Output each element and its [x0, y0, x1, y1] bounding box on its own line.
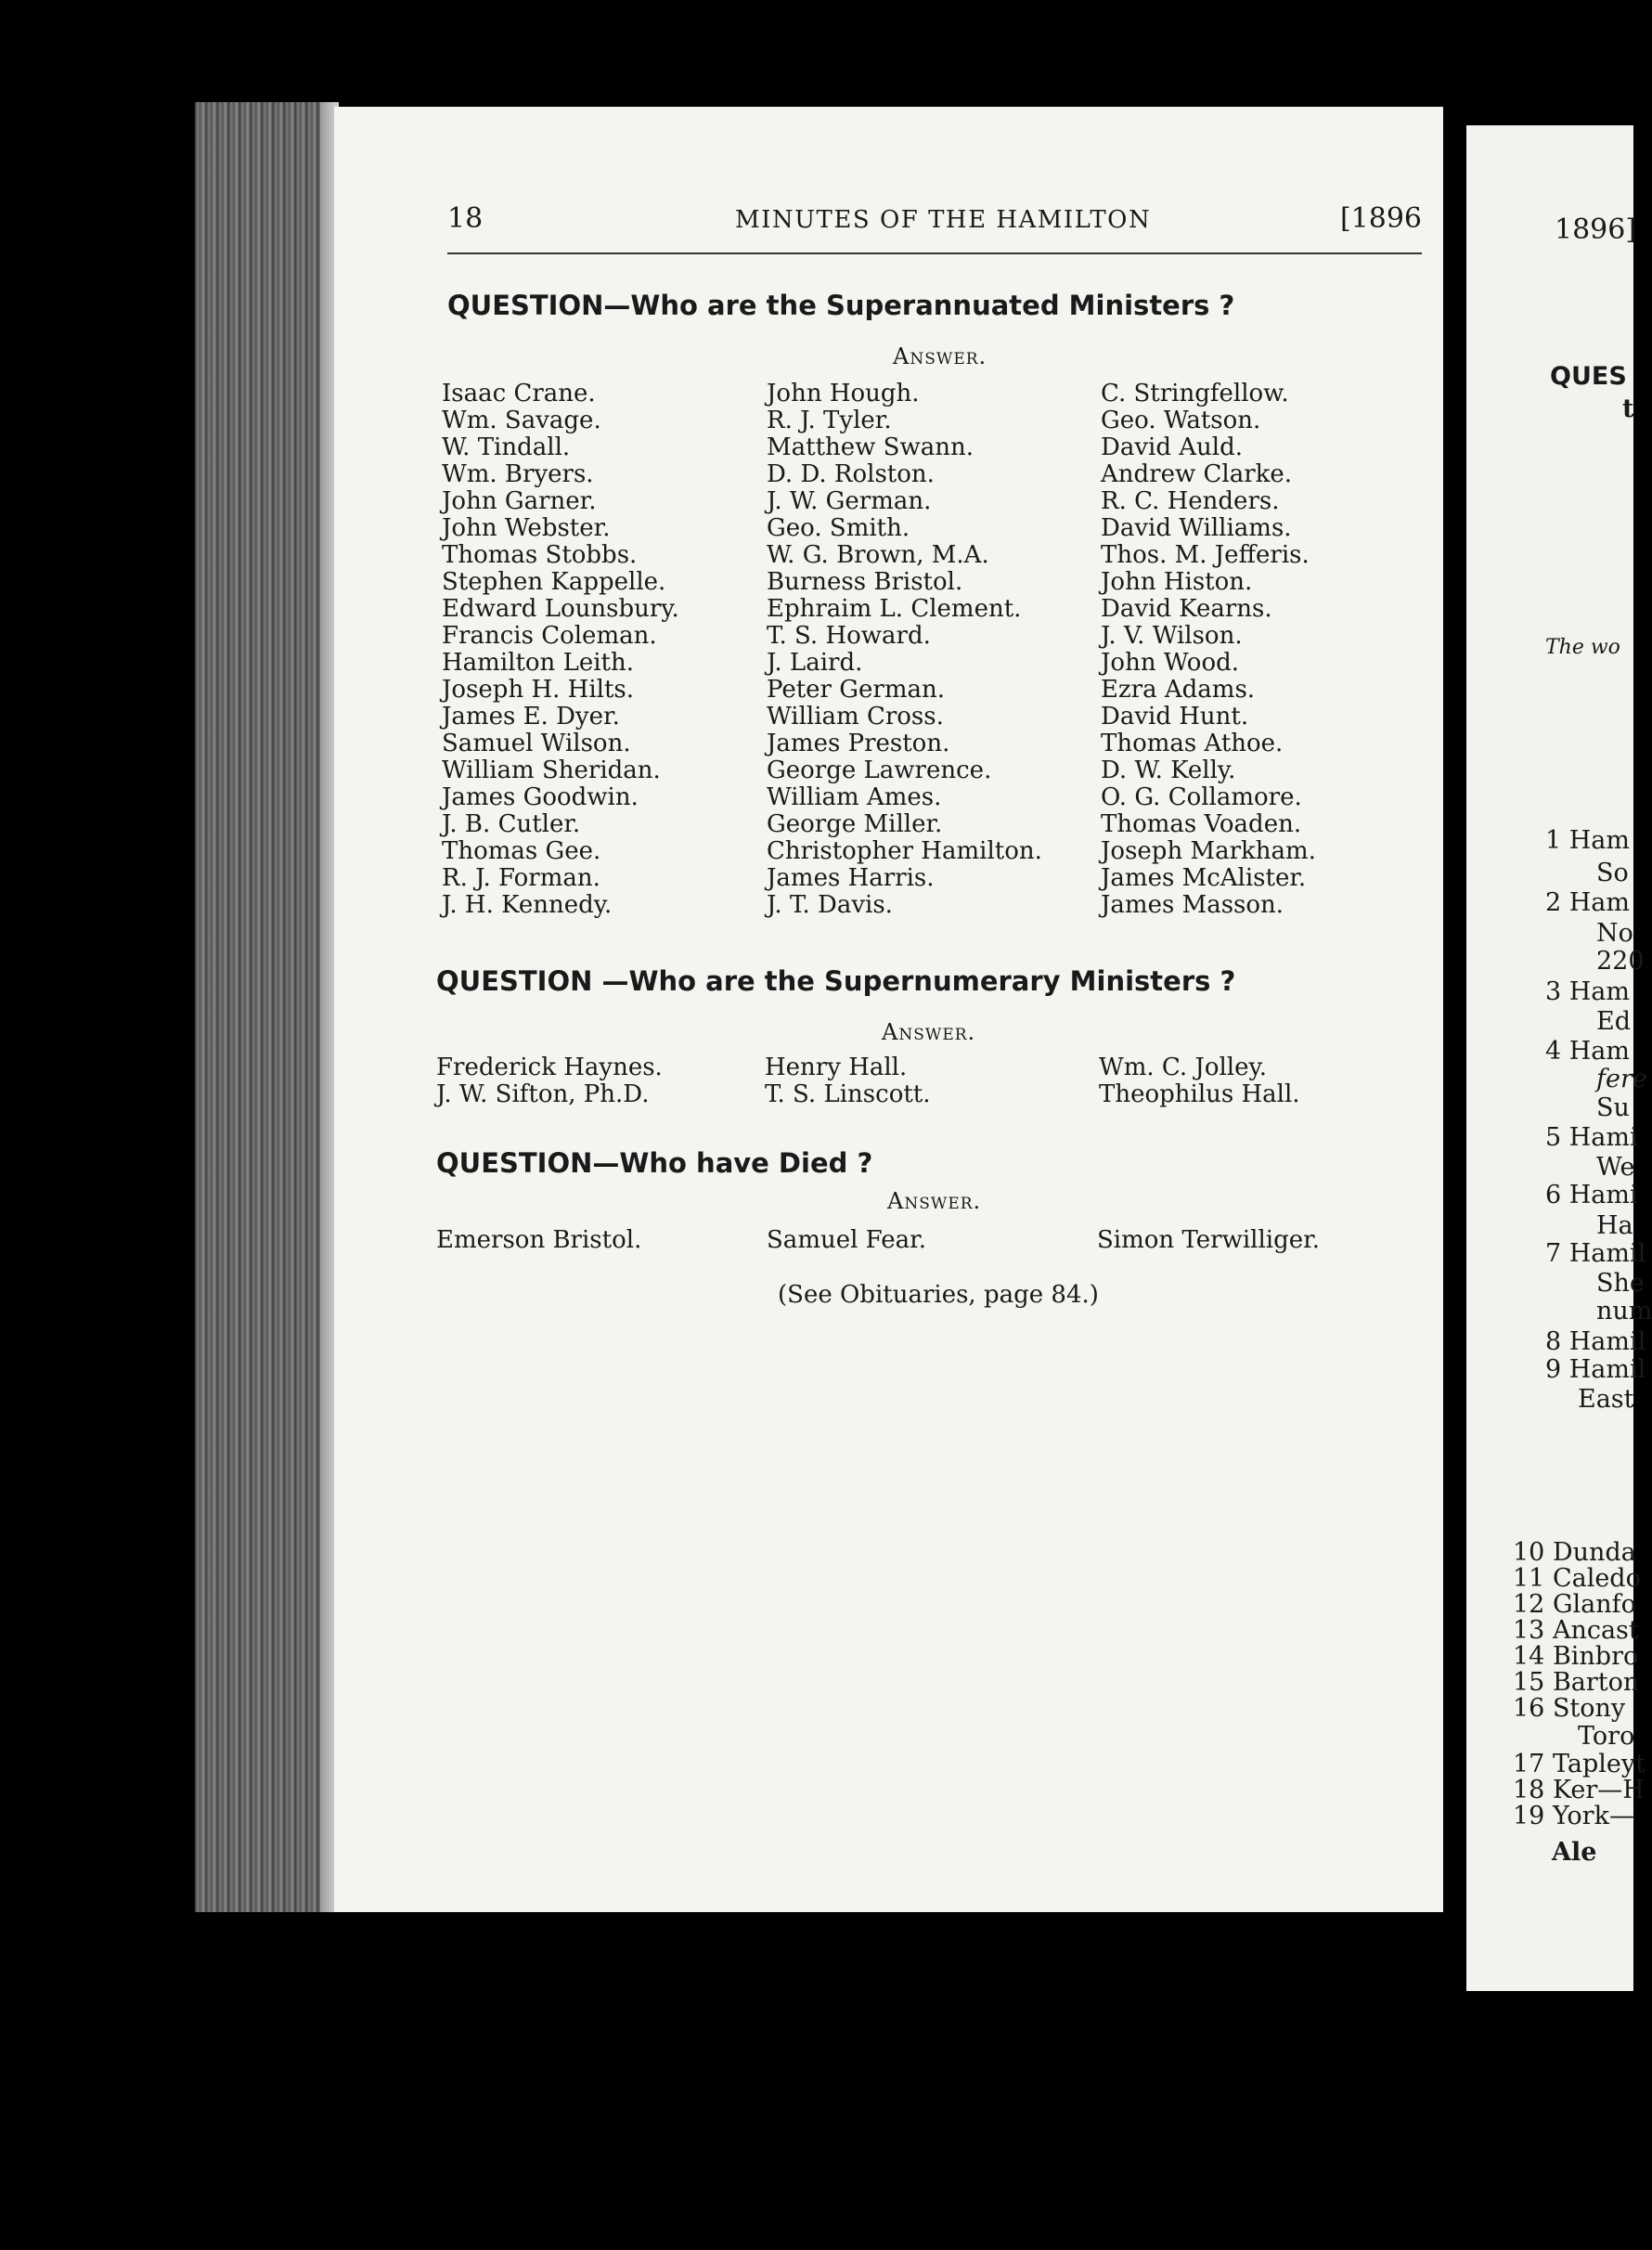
- facing-line: We: [1596, 1153, 1635, 1182]
- facing-line: 2 Ham: [1545, 888, 1631, 917]
- name-entry: W. Tindall.: [442, 433, 571, 461]
- name-entry: John Histon.: [1101, 568, 1253, 596]
- name-entry: John Webster.: [442, 514, 611, 542]
- name-entry: Matthew Swann.: [767, 433, 974, 461]
- facing-line: 16 Stony: [1513, 1694, 1626, 1723]
- answer-label: Answer.: [893, 343, 987, 369]
- name-entry: Emerson Bristol.: [436, 1226, 642, 1254]
- header-year: [1896: [1339, 202, 1422, 235]
- name-entry: Wm. Savage.: [442, 407, 601, 434]
- facing-line: 15 Barton: [1513, 1668, 1640, 1697]
- name-entry: T. S. Linscott.: [765, 1080, 931, 1108]
- facing-line: 7 Hamil: [1545, 1239, 1646, 1268]
- name-entry: James Goodwin.: [442, 783, 639, 811]
- name-column: [436, 1054, 663, 1108]
- name-entry: R. J. Forman.: [442, 864, 600, 892]
- name-entry: Geo. Smith.: [767, 514, 910, 542]
- name-column: [767, 381, 1042, 919]
- facing-line: num: [1596, 1297, 1652, 1325]
- facing-line: East: [1578, 1385, 1634, 1414]
- name-entry: William Cross.: [767, 703, 944, 731]
- facing-line: 18 Ker—H: [1513, 1776, 1645, 1804]
- question-heading: QUESTION —Who are the Supernumerary Ministers ?: [436, 965, 1236, 997]
- name-column: [1101, 381, 1316, 919]
- name-entry: Geo. Watson.: [1101, 407, 1261, 434]
- name-entry: D. D. Rolston.: [767, 460, 935, 488]
- facing-line: She: [1596, 1269, 1645, 1298]
- name-entry: J. W. German.: [767, 487, 932, 515]
- facing-page: [1466, 125, 1652, 1991]
- left-page: [334, 107, 1443, 1912]
- name-entry: Andrew Clarke.: [1101, 460, 1293, 488]
- name-entry: Thomas Athoe.: [1101, 730, 1284, 757]
- name-entry: J. T. Davis.: [767, 891, 893, 919]
- name-column: [436, 1227, 641, 1254]
- name-entry: Edward Lounsbury.: [442, 595, 679, 623]
- name-entry: J. H. Kennedy.: [442, 891, 613, 919]
- name-entry: James Harris.: [767, 864, 935, 892]
- facing-line: 5 Hami: [1545, 1123, 1638, 1152]
- name-entry: Samuel Wilson.: [442, 730, 631, 757]
- name-entry: Ephraim L. Clement.: [767, 595, 1022, 623]
- running-title: MINUTES OF THE HAMILTON: [735, 206, 1152, 234]
- name-entry: Frederick Haynes.: [436, 1054, 663, 1081]
- name-column: [442, 381, 679, 919]
- facing-line: 12 Glanfo: [1513, 1590, 1636, 1619]
- facing-line: 17 Tapleyt: [1513, 1750, 1646, 1778]
- name-entry: John Wood.: [1101, 649, 1240, 677]
- book-gutter: [195, 102, 334, 1912]
- name-column: [767, 1227, 926, 1254]
- name-entry: Thomas Gee.: [442, 837, 601, 865]
- name-entry: Samuel Fear.: [767, 1226, 927, 1254]
- name-entry: Christopher Hamilton.: [767, 837, 1042, 865]
- name-entry: Isaac Crane.: [442, 380, 596, 407]
- facing-year: 1896]: [1555, 213, 1637, 246]
- name-entry: Wm. Bryers.: [442, 460, 594, 488]
- name-entry: Wm. C. Jolley.: [1099, 1054, 1267, 1081]
- answer-label: Answer.: [887, 1188, 982, 1214]
- name-entry: J. Laird.: [767, 649, 863, 677]
- name-entry: T. S. Howard.: [767, 622, 931, 650]
- name-entry: C. Stringfellow.: [1101, 380, 1289, 407]
- question-heading: QUESTION—Who are the Superannuated Ministers ?: [447, 290, 1235, 321]
- answer-label: Answer.: [882, 1019, 976, 1045]
- name-entry: David Williams.: [1101, 514, 1292, 542]
- name-entry: David Auld.: [1101, 433, 1244, 461]
- name-entry: Ezra Adams.: [1101, 676, 1256, 704]
- facing-line: So: [1596, 859, 1629, 887]
- name-entry: David Kearns.: [1101, 595, 1272, 623]
- name-entry: Stephen Kappelle.: [442, 568, 666, 596]
- facing-line: 1 Ham: [1545, 826, 1631, 855]
- name-entry: W. G. Brown, M.A.: [767, 541, 989, 569]
- facing-line: 8 Hamil: [1545, 1327, 1646, 1356]
- name-entry: William Ames.: [767, 783, 942, 811]
- facing-line: fere: [1596, 1065, 1647, 1093]
- name-entry: Burness Bristol.: [767, 568, 963, 596]
- name-entry: James E. Dyer.: [442, 703, 620, 731]
- name-entry: William Sheridan.: [442, 756, 661, 784]
- facing-line: Ha: [1596, 1211, 1633, 1240]
- name-entry: George Miller.: [767, 810, 943, 838]
- facing-line: 220: [1596, 947, 1645, 976]
- page-number: 18: [447, 202, 484, 235]
- name-entry: J. B. Cutler.: [442, 810, 581, 838]
- name-entry: George Lawrence.: [767, 756, 992, 784]
- header-rule: [447, 252, 1422, 254]
- name-entry: James McAlister.: [1101, 864, 1307, 892]
- facing-line: QUES: [1550, 362, 1627, 391]
- facing-line: 11 Caledo: [1513, 1564, 1641, 1593]
- name-entry: Henry Hall.: [765, 1054, 908, 1081]
- facing-line: t: [1622, 394, 1634, 423]
- facing-line: 10 Dunda: [1513, 1538, 1636, 1567]
- running-header: [447, 202, 1422, 239]
- facing-line: No: [1596, 919, 1633, 948]
- facing-line: 13 Ancast: [1513, 1616, 1639, 1645]
- obituary-note: (See Obituaries, page 84.): [778, 1281, 1099, 1309]
- name-entry: D. W. Kelly.: [1101, 756, 1236, 784]
- name-entry: Joseph Markham.: [1101, 837, 1316, 865]
- facing-line: 4 Ham: [1545, 1037, 1631, 1066]
- name-entry: David Hunt.: [1101, 703, 1249, 731]
- name-entry: James Preston.: [767, 730, 950, 757]
- name-entry: Thos. M. Jefferis.: [1101, 541, 1310, 569]
- name-column: [1097, 1227, 1320, 1254]
- facing-line: Ed: [1596, 1007, 1631, 1036]
- name-entry: John Garner.: [442, 487, 597, 515]
- facing-line: 14 Binbro: [1513, 1642, 1639, 1671]
- name-column: [765, 1054, 931, 1108]
- facing-line: 19 York—: [1513, 1802, 1634, 1830]
- facing-line: Su: [1596, 1093, 1630, 1122]
- name-entry: Thomas Stobbs.: [442, 541, 638, 569]
- facing-line: Toro: [1578, 1722, 1635, 1751]
- name-entry: Hamilton Leith.: [442, 649, 634, 677]
- question-heading: QUESTION—Who have Died ?: [436, 1147, 873, 1179]
- name-entry: Thomas Voaden.: [1101, 810, 1302, 838]
- name-entry: Joseph H. Hilts.: [442, 676, 635, 704]
- name-entry: O. G. Collamore.: [1101, 783, 1302, 811]
- facing-line: The wo: [1545, 636, 1620, 659]
- facing-line: 6 Hami: [1545, 1181, 1638, 1209]
- name-entry: Theophilus Hall.: [1099, 1080, 1300, 1108]
- name-entry: J. W. Sifton, Ph.D.: [436, 1080, 650, 1108]
- name-column: [1099, 1054, 1300, 1108]
- facing-line: 9 Hamil: [1545, 1355, 1646, 1384]
- facing-line: 3 Ham: [1545, 977, 1631, 1006]
- name-entry: R. C. Henders.: [1101, 487, 1280, 515]
- name-entry: Simon Terwilliger.: [1097, 1226, 1320, 1254]
- name-entry: J. V. Wilson.: [1101, 622, 1243, 650]
- name-entry: Francis Coleman.: [442, 622, 657, 650]
- name-entry: John Hough.: [767, 380, 920, 407]
- name-entry: Peter German.: [767, 676, 945, 704]
- name-entry: R. J. Tyler.: [767, 407, 892, 434]
- facing-line: Ale: [1552, 1838, 1597, 1867]
- name-entry: James Masson.: [1101, 891, 1284, 919]
